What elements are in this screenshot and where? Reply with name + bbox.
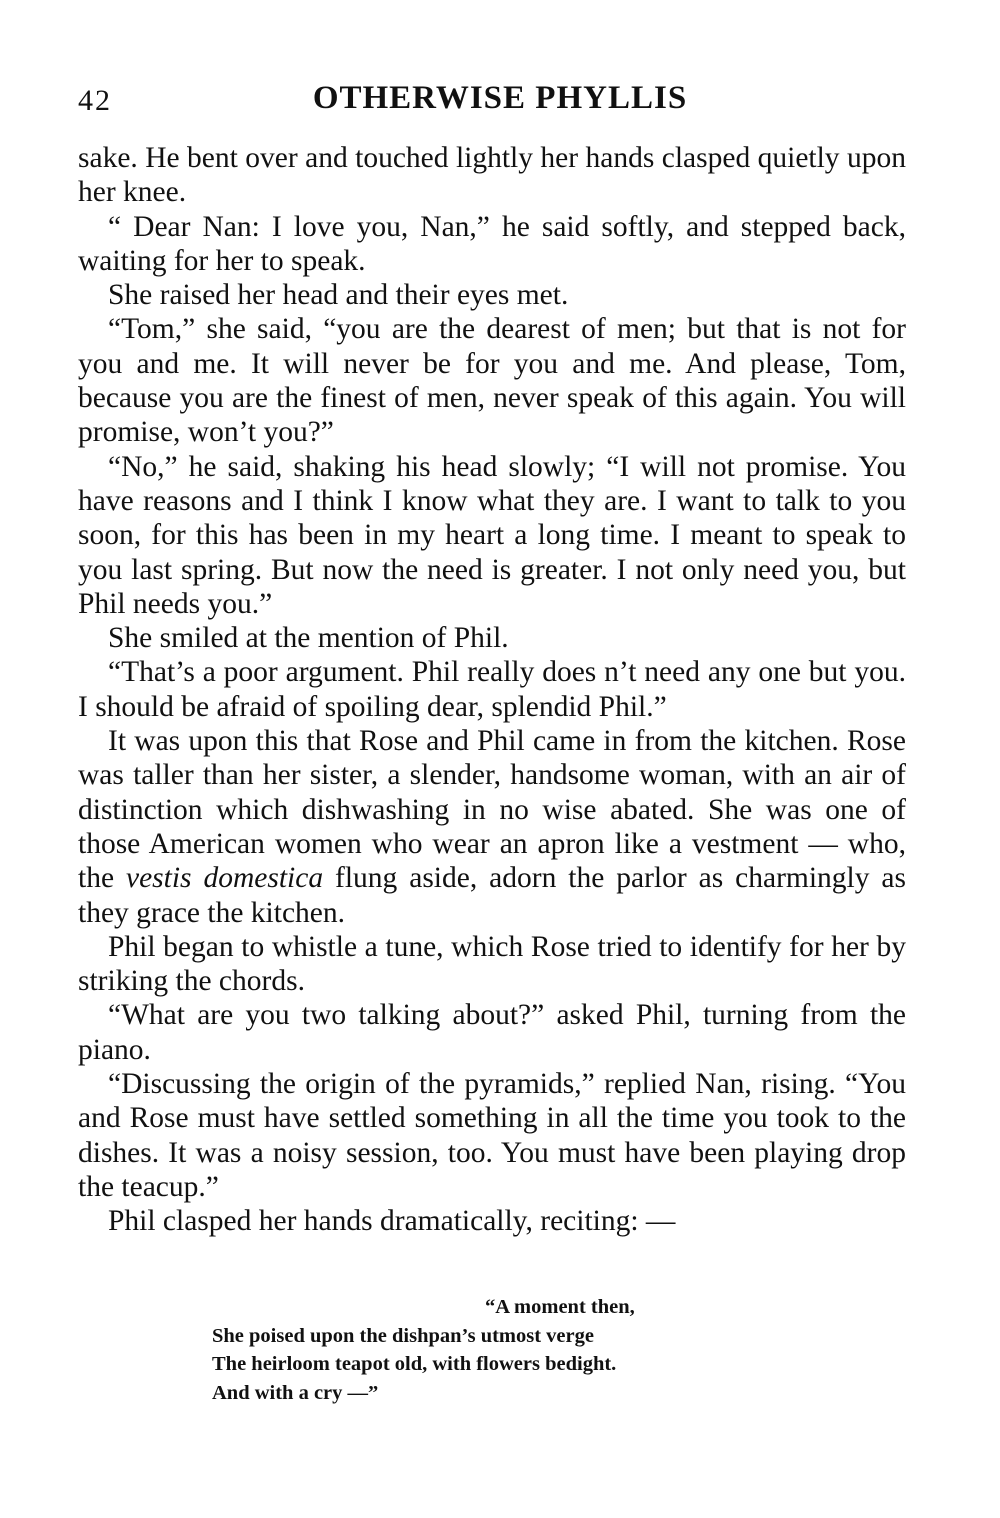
paragraph-text: It was upon this that Rose and Phil came in from the kitchen. Rose was taller than her sister, a slender, handsome woman, with an air of distinction which dishwashing in no wise abated. She was one of those American women who wear an apron like a vestment — who, the — [78, 725, 906, 895]
paragraph: She raised her head and their eyes met. — [108, 279, 569, 312]
paragraph: “That’s a poor argument. Phil really does n’t need any one but you. I should be afraid of spoiling dear, splendid Phil.” — [78, 656, 906, 723]
verse-line: And with a cry —” — [212, 1381, 379, 1404]
verse-line: The heirloom teapot old, with flowers bedight. — [212, 1353, 617, 1375]
paragraph: She smiled at the mention of Phil. — [108, 622, 509, 655]
verse-quotation — [212, 1293, 832, 1407]
verse-line: She poised upon the dishpan’s utmost verge — [212, 1324, 594, 1347]
page-number: 42 — [78, 84, 112, 117]
paragraph — [78, 724, 906, 930]
paragraph: “What are you two talking about?” asked Phil, turning from the piano. — [78, 999, 906, 1066]
paragraph: Phil began to whistle a tune, which Rose tried to identify for her by striking the chords. — [78, 930, 906, 998]
paragraph: Phil clasped her hands dramatically, reciting: — — [108, 1205, 676, 1238]
paragraph: “Tom,” she said, “you are the dearest of men; but that is not for you and me. It will never be for you and me. And please, Tom, because you are the finest of men, never speak of this again. You will promise, won’t you?” — [78, 313, 906, 449]
paragraph: “No,” he said, shaking his head slowly; “I will not promise. You have reasons and I think I know what they are. I want to talk to you soon, for this has been in my heart a long time. I meant to speak to you last spring. But now the need is greater. I not only need you, but Phil needs you.” — [78, 450, 906, 620]
verse-line: “A moment then, — [485, 1296, 635, 1318]
paragraph: “ Dear Nan: I love you, Nan,” he said softly, and stepped back, waiting for her to speak. — [78, 210, 906, 277]
italic-phrase: vestis domestica — [125, 862, 324, 895]
body-text — [78, 141, 906, 1239]
paragraph: “Discussing the origin of the pyramids,” replied Nan, rising. “You and Rose must have settled something in all the time you took to the dishes. It was a noisy session, too. You must have been playing drop the teacup.” — [78, 1068, 906, 1203]
paragraph-continued: sake. He bent over and touched lightly her hands clasped quietly upon her knee. — [78, 142, 906, 209]
running-title: OTHERWISE PHYLLIS — [312, 80, 688, 116]
paragraph-text: flung aside, adorn the parlor as charmingly as they grace the kitchen. — [78, 862, 906, 929]
